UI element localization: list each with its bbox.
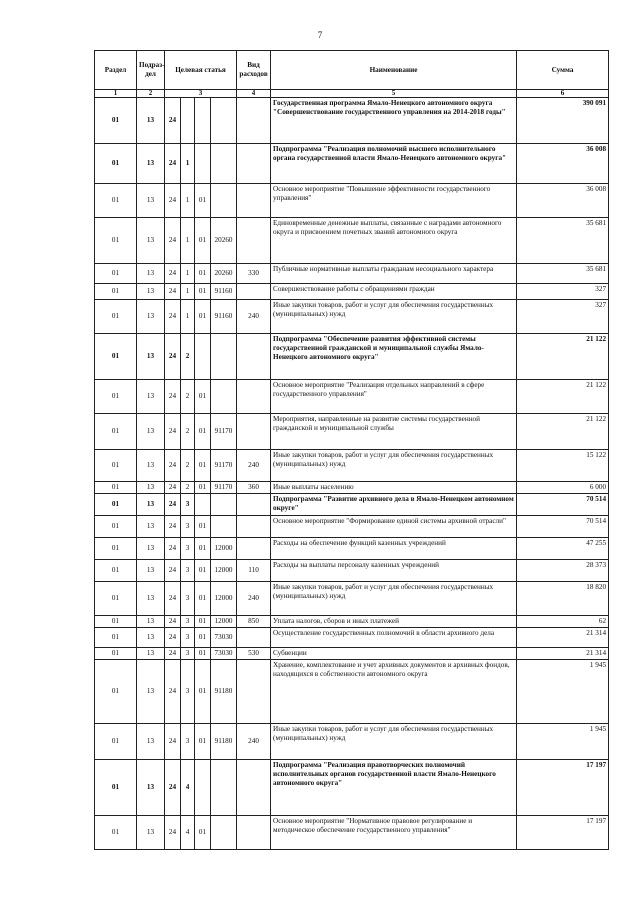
cell-subprogram: 3 — [181, 648, 195, 660]
cell-sum: 21 314 — [517, 648, 609, 660]
cell-subprogram: 1 — [181, 144, 195, 184]
cell-program: 24 — [165, 628, 181, 648]
cell-sum: 1 945 — [517, 660, 609, 724]
cell-name: Подпрограмма "Реализация полномочий высшего исполнительного органа государственной власти Ямало-Ненецкого автономного округа" — [271, 144, 517, 184]
cell-razdel: 01 — [95, 816, 137, 850]
cell-program: 24 — [165, 482, 181, 494]
cell-direction: 73030 — [211, 648, 237, 660]
cell-program: 24 — [165, 616, 181, 628]
cell-program: 24 — [165, 560, 181, 582]
cell-razdel: 01 — [95, 284, 137, 300]
cell-program: 24 — [165, 516, 181, 538]
table-row — [95, 144, 609, 184]
cell-razdel: 01 — [95, 450, 137, 482]
cell-subprogram: 3 — [181, 724, 195, 760]
cell-direction — [211, 380, 237, 414]
cell-razdel: 01 — [95, 516, 137, 538]
cell-podrazdel: 13 — [137, 218, 165, 264]
table-row — [95, 560, 609, 582]
cell-event: 01 — [195, 300, 211, 334]
table-row — [95, 648, 609, 660]
cell-program: 24 — [165, 284, 181, 300]
cell-program: 24 — [165, 98, 181, 144]
cell-program: 24 — [165, 582, 181, 616]
cell-podrazdel: 13 — [137, 334, 165, 380]
cell-vid — [237, 218, 271, 264]
header-summa: Сумма — [517, 51, 609, 90]
cell-razdel: 01 — [95, 538, 137, 560]
cell-razdel: 01 — [95, 414, 137, 450]
cell-vid — [237, 98, 271, 144]
table-row — [95, 450, 609, 482]
cell-sum: 15 122 — [517, 450, 609, 482]
cell-podrazdel: 13 — [137, 616, 165, 628]
budget-table — [94, 50, 609, 850]
cell-razdel: 01 — [95, 218, 137, 264]
cell-razdel: 01 — [95, 560, 137, 582]
cell-subprogram: 1 — [181, 184, 195, 218]
cell-event: 01 — [195, 284, 211, 300]
table-row — [95, 660, 609, 724]
cell-subprogram: 3 — [181, 660, 195, 724]
cell-name: Иные закупки товаров, работ и услуг для обеспечения государственных (муниципальных) нужд — [271, 300, 517, 334]
cell-event — [195, 760, 211, 816]
cell-subprogram: 3 — [181, 516, 195, 538]
cell-name: Осуществление государственных полномочий в области архивного дела — [271, 628, 517, 648]
header-razdel: Раздел — [95, 51, 137, 90]
cell-podrazdel: 13 — [137, 628, 165, 648]
cell-subprogram: 3 — [181, 628, 195, 648]
cell-name: Подпрограмма "Обеспечение развития эффективной системы государственной гражданской и муниципальной службы Ямало-Ненецкого автономного округа" — [271, 334, 517, 380]
cell-razdel: 01 — [95, 264, 137, 284]
cell-sum: 35 681 — [517, 264, 609, 284]
cell-event: 01 — [195, 628, 211, 648]
table-row — [95, 482, 609, 494]
cell-event — [195, 98, 211, 144]
cell-vid — [237, 414, 271, 450]
cell-sum: 36 008 — [517, 184, 609, 218]
cell-podrazdel: 13 — [137, 144, 165, 184]
cell-name: Иные закупки товаров, работ и услуг для обеспечения государственных (муниципальных) нужд — [271, 724, 517, 760]
table-row — [95, 184, 609, 218]
table-row — [95, 300, 609, 334]
cell-podrazdel: 13 — [137, 660, 165, 724]
cell-sum: 21 314 — [517, 628, 609, 648]
cell-event: 01 — [195, 264, 211, 284]
cell-vid: 240 — [237, 450, 271, 482]
cell-podrazdel: 13 — [137, 264, 165, 284]
cell-name: Мероприятия, направленные на развитие системы государственной гражданской и муниципальной службы — [271, 414, 517, 450]
cell-subprogram: 2 — [181, 414, 195, 450]
cell-razdel: 01 — [95, 482, 137, 494]
col-number: 2 — [137, 90, 165, 98]
cell-event — [195, 334, 211, 380]
cell-podrazdel: 13 — [137, 724, 165, 760]
cell-direction: 73030 — [211, 628, 237, 648]
cell-sum: 390 091 — [517, 98, 609, 144]
col-number: 4 — [237, 90, 271, 98]
cell-subprogram: 2 — [181, 380, 195, 414]
cell-event: 01 — [195, 538, 211, 560]
cell-sum: 21 122 — [517, 380, 609, 414]
cell-sum: 62 — [517, 616, 609, 628]
header-podrazdel: Подраз-дел — [137, 51, 165, 90]
cell-event — [195, 494, 211, 516]
cell-direction: 91180 — [211, 660, 237, 724]
cell-subprogram: 3 — [181, 538, 195, 560]
cell-podrazdel: 13 — [137, 538, 165, 560]
cell-program: 24 — [165, 218, 181, 264]
cell-name: Иные закупки товаров, работ и услуг для обеспечения государственных (муниципальных) нужд — [271, 450, 517, 482]
cell-direction — [211, 184, 237, 218]
cell-name: Субвенции — [271, 648, 517, 660]
cell-podrazdel: 13 — [137, 516, 165, 538]
cell-name: Основное мероприятие "Повышение эффективности государственного управления" — [271, 184, 517, 218]
cell-sum: 28 373 — [517, 560, 609, 582]
cell-program: 24 — [165, 144, 181, 184]
table-row — [95, 628, 609, 648]
cell-podrazdel: 13 — [137, 648, 165, 660]
cell-subprogram: 1 — [181, 218, 195, 264]
cell-event: 01 — [195, 482, 211, 494]
cell-direction — [211, 334, 237, 380]
cell-name: Публичные нормативные выплаты гражданам несоциального характера — [271, 264, 517, 284]
table-row — [95, 494, 609, 516]
cell-subprogram: 4 — [181, 816, 195, 850]
cell-podrazdel: 13 — [137, 760, 165, 816]
cell-podrazdel: 13 — [137, 284, 165, 300]
cell-direction — [211, 760, 237, 816]
cell-razdel: 01 — [95, 98, 137, 144]
cell-podrazdel: 13 — [137, 184, 165, 218]
cell-direction: 12000 — [211, 616, 237, 628]
cell-sum: 1 945 — [517, 724, 609, 760]
cell-program: 24 — [165, 724, 181, 760]
cell-subprogram: 1 — [181, 300, 195, 334]
cell-sum: 6 000 — [517, 482, 609, 494]
cell-podrazdel: 13 — [137, 414, 165, 450]
cell-vid — [237, 816, 271, 850]
cell-program: 24 — [165, 494, 181, 516]
cell-podrazdel: 13 — [137, 560, 165, 582]
table-row — [95, 538, 609, 560]
cell-direction: 20260 — [211, 218, 237, 264]
cell-name: Основное мероприятие "Нормативное правовое регулирование и методическое обеспечение государственного управления" — [271, 816, 517, 850]
cell-event — [195, 144, 211, 184]
cell-name: Совершенствование работы с обращениями граждан — [271, 284, 517, 300]
table-row — [95, 334, 609, 380]
cell-direction — [211, 494, 237, 516]
cell-name: Расходы на обеспечение функций казенных учреждений — [271, 538, 517, 560]
cell-razdel: 01 — [95, 724, 137, 760]
cell-event: 01 — [195, 380, 211, 414]
cell-vid — [237, 628, 271, 648]
cell-name: Подпрограмма "Развитие архивного дела в Ямало-Ненецком автономном округе" — [271, 494, 517, 516]
cell-program: 24 — [165, 300, 181, 334]
cell-direction: 12000 — [211, 538, 237, 560]
cell-program: 24 — [165, 816, 181, 850]
cell-event: 01 — [195, 560, 211, 582]
cell-razdel: 01 — [95, 648, 137, 660]
cell-vid: 530 — [237, 648, 271, 660]
cell-razdel: 01 — [95, 582, 137, 616]
column-number-row — [95, 90, 609, 98]
table-row — [95, 380, 609, 414]
cell-direction: 12000 — [211, 560, 237, 582]
cell-vid — [237, 516, 271, 538]
cell-razdel: 01 — [95, 334, 137, 380]
page-number: 7 — [317, 30, 323, 40]
cell-sum: 70 514 — [517, 516, 609, 538]
cell-program: 24 — [165, 648, 181, 660]
cell-direction: 12000 — [211, 582, 237, 616]
table-row — [95, 516, 609, 538]
cell-name: Подпрограмма "Реализация правотворческих полномочий исполнительных органов государственной власти Ямало-Ненецкого автономного округа" — [271, 760, 517, 816]
col-number: 3 — [165, 90, 237, 98]
cell-event: 01 — [195, 616, 211, 628]
cell-program: 24 — [165, 760, 181, 816]
cell-direction: 91180 — [211, 724, 237, 760]
cell-podrazdel: 13 — [137, 450, 165, 482]
col-number: 1 — [95, 90, 137, 98]
cell-razdel: 01 — [95, 616, 137, 628]
cell-name: Уплата налогов, сборов и иных платежей — [271, 616, 517, 628]
header-celevaya: Целевая статья — [165, 51, 237, 90]
cell-subprogram: 3 — [181, 560, 195, 582]
cell-program: 24 — [165, 538, 181, 560]
table-row — [95, 724, 609, 760]
cell-event: 01 — [195, 218, 211, 264]
table-row — [95, 760, 609, 816]
cell-direction: 91170 — [211, 414, 237, 450]
table-row — [95, 264, 609, 284]
col-number: 6 — [517, 90, 609, 98]
header-row — [95, 51, 609, 90]
cell-podrazdel: 13 — [137, 816, 165, 850]
cell-event: 01 — [195, 648, 211, 660]
cell-sum: 21 122 — [517, 334, 609, 380]
header-vid: Вид расходов — [237, 51, 271, 90]
cell-sum: 17 197 — [517, 816, 609, 850]
table-row — [95, 284, 609, 300]
table-row — [95, 816, 609, 850]
cell-direction — [211, 816, 237, 850]
cell-name: Иные выплаты населению — [271, 482, 517, 494]
cell-sum: 327 — [517, 284, 609, 300]
cell-subprogram: 4 — [181, 760, 195, 816]
cell-program: 24 — [165, 450, 181, 482]
cell-program: 24 — [165, 380, 181, 414]
cell-direction: 91170 — [211, 450, 237, 482]
cell-direction: 20260 — [211, 264, 237, 284]
cell-razdel: 01 — [95, 144, 137, 184]
cell-event: 01 — [195, 414, 211, 450]
cell-vid — [237, 144, 271, 184]
cell-subprogram — [181, 98, 195, 144]
cell-name: Иные закупки товаров, работ и услуг для обеспечения государственных (муниципальных) нужд — [271, 582, 517, 616]
cell-direction: 91160 — [211, 300, 237, 334]
cell-podrazdel: 13 — [137, 98, 165, 144]
cell-program: 24 — [165, 660, 181, 724]
cell-direction: 91160 — [211, 284, 237, 300]
cell-name: Хранение, комплектование и учет архивных документов и архивных фондов, находящихся в собственности автономного округа — [271, 660, 517, 724]
cell-subprogram: 3 — [181, 494, 195, 516]
cell-podrazdel: 13 — [137, 300, 165, 334]
cell-name: Единовременные денежные выплаты, связанные с наградами автономного округа и присвоением почетных званий автономного округа — [271, 218, 517, 264]
cell-event: 01 — [195, 816, 211, 850]
cell-subprogram: 1 — [181, 264, 195, 284]
cell-vid: 240 — [237, 724, 271, 760]
cell-sum: 18 820 — [517, 582, 609, 616]
cell-sum: 21 122 — [517, 414, 609, 450]
cell-podrazdel: 13 — [137, 582, 165, 616]
cell-subprogram: 2 — [181, 334, 195, 380]
cell-program: 24 — [165, 414, 181, 450]
cell-program: 24 — [165, 184, 181, 218]
cell-razdel: 01 — [95, 380, 137, 414]
cell-sum: 17 197 — [517, 760, 609, 816]
cell-program: 24 — [165, 334, 181, 380]
cell-podrazdel: 13 — [137, 494, 165, 516]
cell-podrazdel: 13 — [137, 380, 165, 414]
cell-podrazdel: 13 — [137, 482, 165, 494]
cell-vid — [237, 184, 271, 218]
table-row — [95, 98, 609, 144]
cell-razdel: 01 — [95, 494, 137, 516]
cell-sum: 70 514 — [517, 494, 609, 516]
cell-razdel: 01 — [95, 760, 137, 816]
cell-vid: 110 — [237, 560, 271, 582]
cell-vid — [237, 380, 271, 414]
cell-event: 01 — [195, 184, 211, 218]
cell-event: 01 — [195, 450, 211, 482]
cell-sum: 36 008 — [517, 144, 609, 184]
cell-vid — [237, 760, 271, 816]
cell-vid — [237, 538, 271, 560]
cell-program: 24 — [165, 264, 181, 284]
cell-vid — [237, 660, 271, 724]
header-name: Наименование — [271, 51, 517, 90]
cell-subprogram: 1 — [181, 284, 195, 300]
cell-subprogram: 3 — [181, 582, 195, 616]
cell-name: Основное мероприятие "Реализация отдельных направлений в сфере государственного управления" — [271, 380, 517, 414]
table-row — [95, 218, 609, 264]
cell-subprogram: 2 — [181, 450, 195, 482]
cell-razdel: 01 — [95, 628, 137, 648]
cell-direction: 91170 — [211, 482, 237, 494]
cell-vid: 240 — [237, 582, 271, 616]
cell-direction — [211, 516, 237, 538]
cell-vid — [237, 284, 271, 300]
cell-name: Государственная программа Ямало-Ненецкого автономного округа "Совершенствование государственного управления на 2014-2018 годы" — [271, 98, 517, 144]
cell-razdel: 01 — [95, 184, 137, 218]
cell-vid: 330 — [237, 264, 271, 284]
cell-direction — [211, 98, 237, 144]
cell-vid — [237, 334, 271, 380]
cell-sum: 35 681 — [517, 218, 609, 264]
cell-razdel: 01 — [95, 300, 137, 334]
cell-subprogram: 2 — [181, 482, 195, 494]
cell-name: Расходы на выплаты персоналу казенных учреждений — [271, 560, 517, 582]
cell-vid: 240 — [237, 300, 271, 334]
cell-vid: 850 — [237, 616, 271, 628]
table-row — [95, 414, 609, 450]
cell-event: 01 — [195, 516, 211, 538]
table-row — [95, 582, 609, 616]
cell-razdel: 01 — [95, 660, 137, 724]
cell-subprogram: 3 — [181, 616, 195, 628]
col-number: 5 — [271, 90, 517, 98]
cell-event: 01 — [195, 660, 211, 724]
cell-event: 01 — [195, 724, 211, 760]
cell-vid: 360 — [237, 482, 271, 494]
cell-vid — [237, 494, 271, 516]
cell-event: 01 — [195, 582, 211, 616]
cell-sum: 327 — [517, 300, 609, 334]
cell-direction — [211, 144, 237, 184]
cell-sum: 47 255 — [517, 538, 609, 560]
cell-name: Основное мероприятие "Формирование единой системы архивной отрасли" — [271, 516, 517, 538]
table-row — [95, 616, 609, 628]
